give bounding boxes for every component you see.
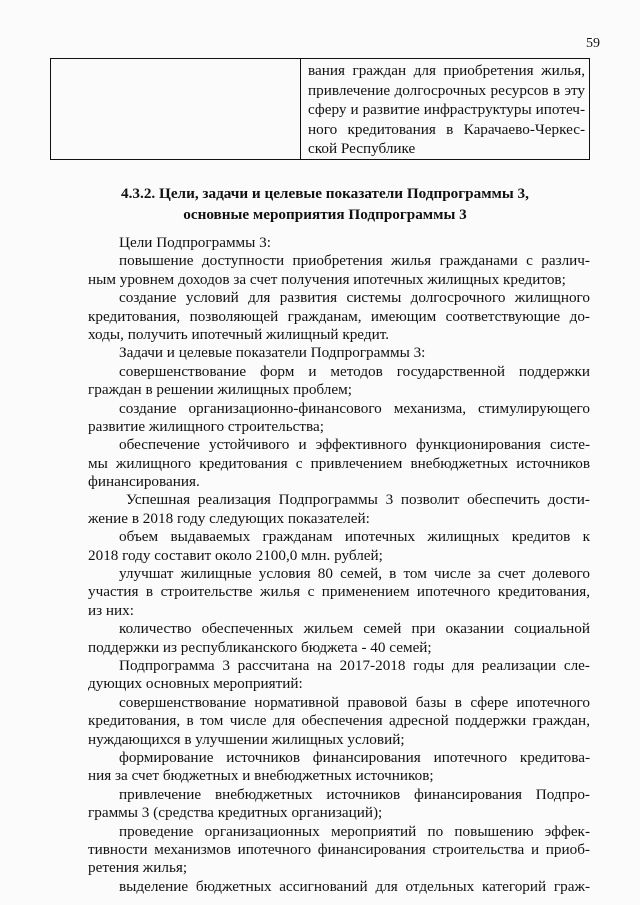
paragraph-line: Цели Подпрограммы 3: [119, 234, 271, 251]
paragraph-line: мы жилищного кредитования с привлечением внебюджетных источников [88, 454, 590, 472]
table-cell-line: вания граждан для приобретения жилья, [308, 62, 585, 79]
paragraph-line: граммы 3 (средства кредитных организаций); [88, 804, 383, 822]
continuation-table [50, 58, 590, 160]
paragraph-line: создание условий для развития системы долгосрочного жилищного [119, 289, 590, 307]
paragraph-line: Задачи и целевые показатели Подпрограммы 3: [119, 344, 426, 362]
paragraph-line: совершенствование нормативной правовой базы в сфере ипотечного [119, 693, 590, 711]
paragraph-line: проведение организационных мероприятий по повышению эффек- [119, 822, 590, 840]
heading-line: 4.3.2. Цели, задачи и целевые показатели Подпрограммы 3, [121, 185, 529, 202]
paragraph-line: поддержки из республиканского бюджета - 40 семей; [88, 638, 432, 656]
table-cell-line: сферу и развитие инфраструктуры ипотеч- [308, 101, 585, 118]
paragraph-line: кредитования, в том числе для обеспечения адресной поддержки граждан, [88, 712, 590, 730]
paragraph-line: обеспечение устойчивого и эффективного функционирования систе- [119, 436, 590, 454]
paragraph-line: развитие жилищного строительства; [88, 417, 324, 435]
paragraph-line: создание организационно-финансового механизма, стимулирующего [119, 399, 590, 417]
body-text [88, 234, 590, 896]
paragraph-line: Успешная реализация Подпрограммы 3 позволит обеспечить дости- [126, 491, 590, 509]
paragraph-line: совершенствование форм и методов государственной поддержки [119, 362, 590, 380]
paragraph-line: из них: [88, 601, 134, 619]
paragraph-line: улучшат жилищные условия 80 семей, в том числе за счет долевого [119, 565, 590, 583]
table-cell-empty [51, 59, 301, 160]
paragraph-line: дующих основных мероприятий: [88, 675, 303, 693]
paragraph-line: количество обеспеченных жильем семей при оказании социальной [119, 620, 590, 638]
table-cell-line: ного кредитования в Карачаево-Черкес- [308, 120, 585, 138]
paragraph-line: выделение бюджетных ассигнований для отдельных категорий граж- [119, 877, 590, 895]
paragraph-line: ходы, получить ипотечный жилищный кредит. [88, 325, 389, 343]
paragraph-line: формирование источников финансирования ипотечного кредитова- [119, 748, 590, 766]
heading-line: основные мероприятия Подпрограммы 3 [183, 206, 467, 223]
page-number: 59 [586, 36, 600, 51]
paragraph-line: граждан в решении жилищных проблем; [88, 381, 352, 399]
paragraph-line: 2018 году составит около 2100,0 млн. рублей; [88, 546, 383, 564]
paragraph-line: жение в 2018 году следующих показателей: [88, 509, 370, 527]
paragraph-line: объем выдаваемых гражданам ипотечных жилищных кредитов к [119, 528, 590, 546]
paragraph-line: участия в строительстве жилья с применением ипотечного кредитования, [88, 583, 590, 601]
paragraph-line: кредитования, позволяющей гражданам, имеющим соответствующие до- [88, 307, 590, 325]
paragraph-line: ным уровнем доходов за счет получения ипотечных жилищных кредитов; [88, 270, 566, 288]
paragraph-line: привлечение внебюджетных источников финансирования Подпро- [119, 785, 590, 803]
paragraph-line: тивности механизмов ипотечного финансирования строительства и приоб- [88, 840, 590, 858]
paragraph-line: Подпрограмма 3 рассчитана на 2017-2018 годы для реализации сле- [119, 656, 590, 674]
paragraph-line: ния за счет бюджетных и внебюджетных источников; [88, 767, 434, 785]
table-cell-line: привлечение долгосрочных ресурсов в эту [308, 81, 585, 99]
paragraph-line: повышение доступности приобретения жилья гражданами с различ- [119, 252, 590, 270]
paragraph-line: нуждающихся в улучшении жилищных условий; [88, 730, 405, 748]
table-row [51, 59, 590, 160]
table-cell-text [301, 59, 590, 160]
paragraph-line: ретения жилья; [88, 859, 188, 877]
section-heading [60, 183, 590, 225]
paragraph-line: финансирования. [88, 473, 200, 491]
table-cell-line: ской Республике [308, 140, 416, 157]
